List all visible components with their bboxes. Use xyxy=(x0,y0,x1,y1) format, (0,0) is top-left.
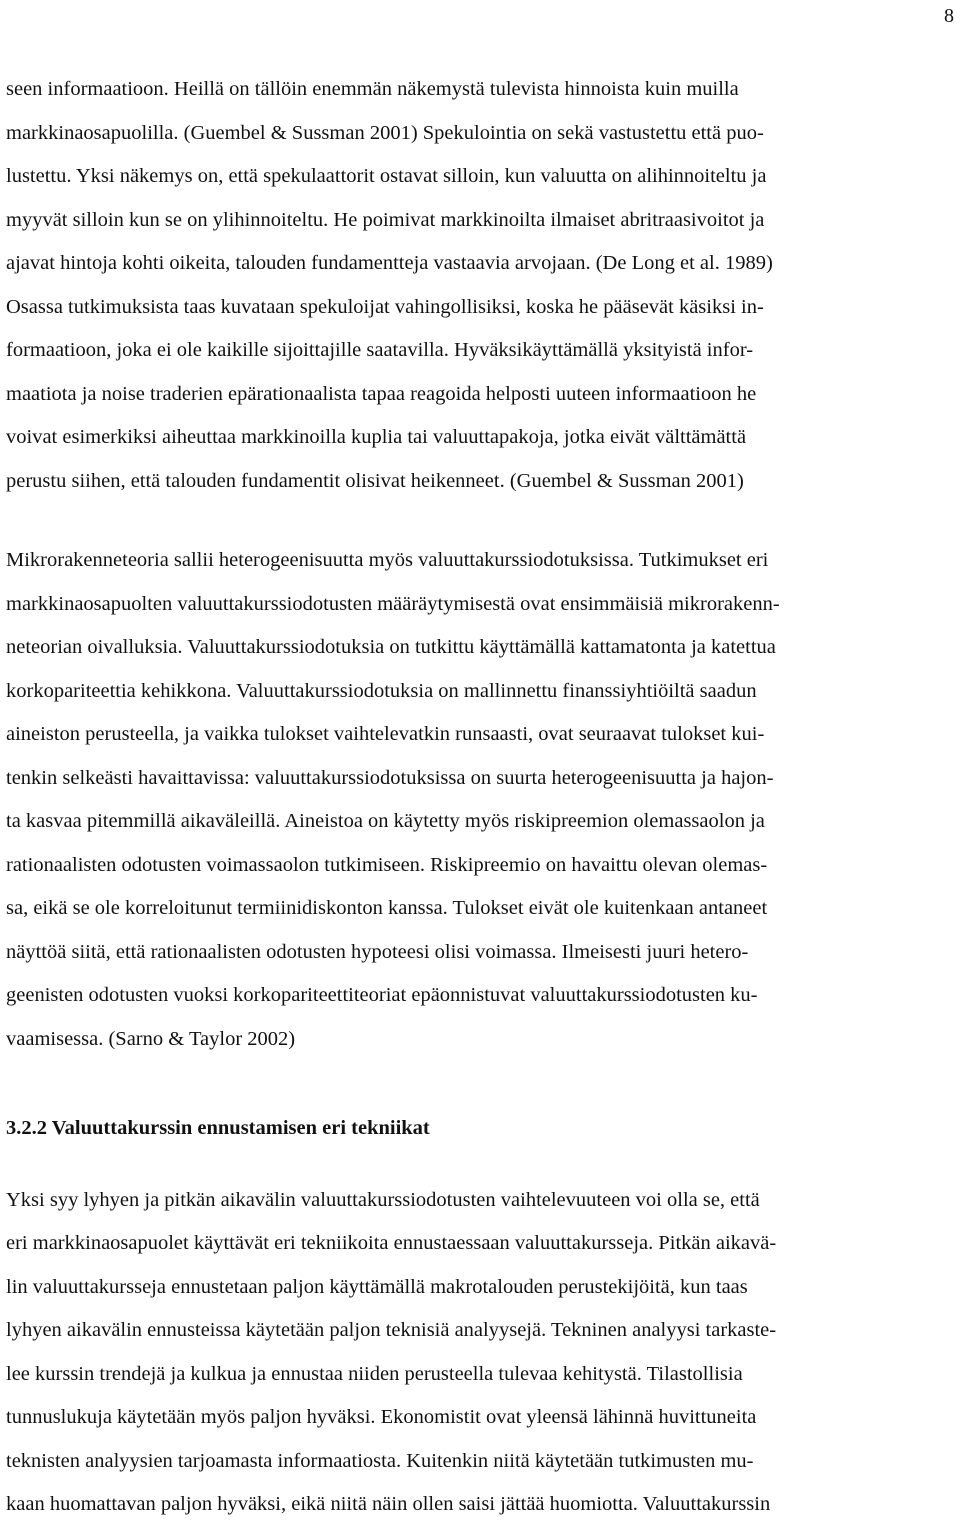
text-line: geenisten odotusten vuoksi korkopariteettiteoriat epäonnistuvat valuuttakurssiodotusten ku- xyxy=(6,984,758,1006)
text-line: tunnuslukuja käytetään myös paljon hyväksi. Ekonomistit ovat yleensä lähinnä huvittuneita xyxy=(6,1406,757,1428)
text-line: neteorian oivalluksia. Valuuttakurssiodotuksia on tutkittu käyttämällä kattamatonta ja katettua xyxy=(6,636,776,658)
paragraph-forecasting xyxy=(6,1179,958,1527)
paragraph-microstructure xyxy=(6,539,958,1061)
text-line: voivat esimerkiksi aiheuttaa markkinoilla kuplia tai valuuttapakoja, jotka eivät välttämättä xyxy=(6,426,747,448)
text-line: eri markkinaosapuolet käyttävät eri tekniikoita ennustaessaan valuuttakursseja. Pitkän aikavä- xyxy=(6,1232,777,1254)
text-line: myyvät silloin kun se on ylihinnoiteltu. He poimivat markkinoilta ilmaiset abritraasivoitot ja xyxy=(6,208,765,231)
text-line: vaamisessa. (Sarno & Taylor 2002) xyxy=(6,1027,296,1050)
text-line: lee kurssin trendejä ja kulkua ja ennustaa niiden perusteella tulevaa kehitystä. Tilastollisia xyxy=(6,1362,743,1385)
text-line: maatiota ja noise traderien epärationaalista tapaa reagoida helposti uuteen informaatioon he xyxy=(6,382,757,405)
text-line: lustettu. Yksi näkemys on, että spekulaattorit ostavat silloin, kun valuutta on alihinnoiteltu ja xyxy=(6,165,767,187)
text-line: rationaalisten odotusten voimassaolon tutkimiseen. Riskipreemio on havaittu olevan olemas- xyxy=(6,853,768,876)
text-line: sa, eikä se ole korreloitunut termiinidiskonton kanssa. Tulokset eivät ole kuitenkaan antaneet xyxy=(6,897,768,919)
paragraph-speculation xyxy=(6,68,958,503)
text-line: lin valuuttakursseja ennustetaan paljon käyttämällä makrotalouden perustekijöitä, kun taas xyxy=(6,1275,748,1298)
page-number: 8 xyxy=(944,5,954,27)
text-line: seen informaatioon. Heillä on tällöin enemmän näkemystä tulevista hinnoista kuin muilla xyxy=(6,78,739,100)
text-line: perustu siihen, että talouden fundamentit olisivat heikenneet. (Guembel & Sussman 2001) xyxy=(6,469,744,492)
text-line: lyhyen aikavälin ennusteissa käytetään paljon teknisiä analyysejä. Tekninen analyysi tarkaste- xyxy=(6,1319,777,1341)
text-line: Mikrorakenneteoria sallii heterogeenisuutta myös valuuttakurssiodotuksissa. Tutkimukset eri xyxy=(6,549,769,571)
text-line: aineiston perusteella, ja vaikka tulokset vaihtelevatkin runsaasti, ovat seuraavat tulokset kui- xyxy=(6,723,765,745)
text-line: markkinaosapuolilla. (Guembel & Sussman 2001) Spekulointia on sekä vastustettu että puo- xyxy=(6,121,764,144)
text-line: korkopariteettia kehikkona. Valuuttakurssiodotuksia on mallinnettu finanssiyhtiöiltä saadun xyxy=(6,679,757,702)
text-line: ajavat hintoja kohti oikeita, talouden fundamentteja vastaavia arvojaan. (De Long et al. 1989) xyxy=(6,252,773,274)
text-line: tenkin selkeästi havaittavissa: valuuttakurssiodotuksissa on suurta heterogeenisuutta ja hajon- xyxy=(6,766,774,789)
text-line: kaan huomattavan paljon hyväksi, eikä niitä näin ollen saisi jättää huomiotta. Valuuttakurssin xyxy=(6,1493,771,1515)
text-line: Yksi syy lyhyen ja pitkän aikavälin valuuttakurssiodotusten vaihtelevuuteen voi olla se, että xyxy=(6,1188,760,1211)
text-line: formaatioon, joka ei ole kaikille sijoittajille saatavilla. Hyväksikäyttämällä yksityistä infor- xyxy=(6,339,754,361)
section-heading: 3.2.2 Valuuttakurssin ennustamisen eri tekniikat xyxy=(6,1117,430,1139)
text-line: teknisten analyysien tarjoamasta informaatiosta. Kuitenkin niitä käytetään tutkimusten mu- xyxy=(6,1449,754,1472)
text-line: näyttöä siitä, että rationaalisten odotusten hypoteesi olisi voimassa. Ilmeisesti juuri hetero- xyxy=(6,940,749,963)
text-line: markkinaosapuolten valuuttakurssiodotusten määräytymisestä ovat ensimmäisiä mikrorakenn- xyxy=(6,592,780,615)
text-line: Osassa tutkimuksista taas kuvataan spekuloijat vahingollisiksi, koska he pääsevät käsiksi in- xyxy=(6,295,764,318)
document-body xyxy=(6,68,958,1527)
text-line: ta kasvaa pitemmillä aikaväleillä. Aineistoa on käytetty myös riskipreemion olemassaolon ja xyxy=(6,810,765,832)
